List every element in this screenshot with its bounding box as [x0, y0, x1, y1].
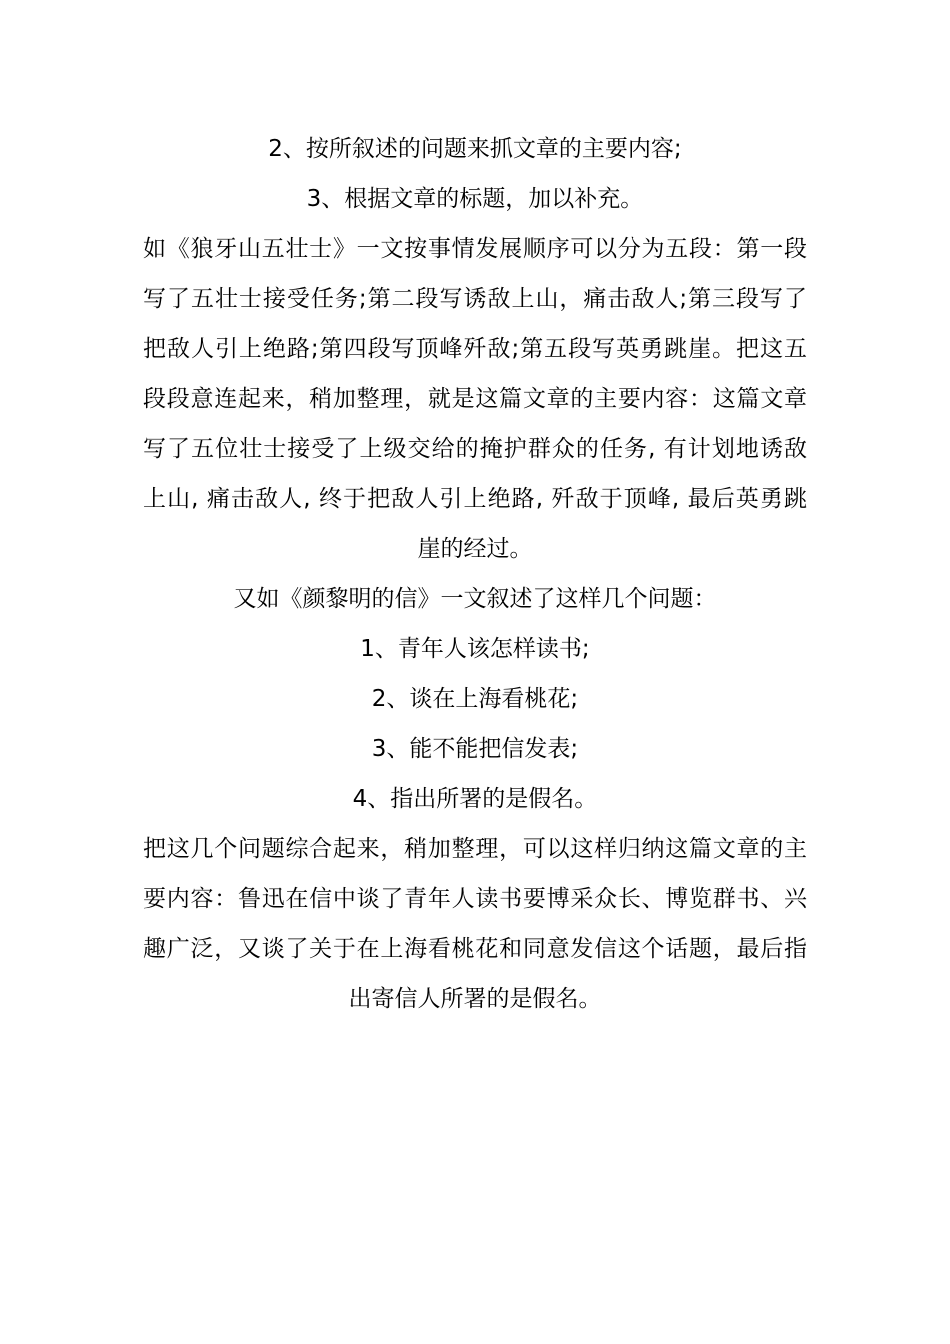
list-item-3: 3、根据文章的标题，加以补充。 [306, 186, 644, 212]
paragraph-line: 趣广泛，又谈了关于在上海看桃花和同意发信这个话题，最后指 [143, 936, 807, 962]
paragraph-line: 崖的经过。 [417, 536, 533, 562]
paragraph-line: 如《狼牙山五壮士》一文按事情发展顺序可以分为五段：第一段 [143, 236, 807, 262]
paragraph-line: 又如《颜黎明的信》一文叙述了这样几个问题： [233, 586, 717, 612]
paragraph-line: 把敌人引上绝路;第四段写顶峰歼敌;第五段写英勇跳崖。把这五 [143, 336, 807, 362]
list-item-1: 1、青年人该怎样读书; [360, 636, 590, 662]
paragraph-line: 段段意连起来，稍加整理，就是这篇文章的主要内容：这篇文章 [143, 386, 807, 412]
paragraph-line: 要内容：鲁迅在信中谈了青年人读书要博采众长、博览群书、兴 [143, 886, 807, 912]
paragraph-line: 把这几个问题综合起来，稍加整理，可以这样归纳这篇文章的主 [143, 836, 807, 862]
paragraph-line: 写了五位壮士接受了上级交给的掩护群众的任务, 有计划地诱敌 [143, 436, 807, 462]
paragraph-line: 写了五壮士接受任务;第二段写诱敌上山，痛击敌人;第三段写了 [143, 286, 807, 312]
list-item-2: 2、谈在上海看桃花; [371, 686, 579, 712]
list-item-4: 4、指出所署的是假名。 [352, 786, 598, 812]
paragraph-line: 出寄信人所署的是假名。 [348, 986, 602, 1012]
document-body [143, 124, 807, 1024]
list-item-2: 2、按所叙述的问题来抓文章的主要内容; [268, 136, 682, 162]
list-item-3: 3、能不能把信发表; [371, 736, 579, 762]
paragraph-line: 上山, 痛击敌人, 终于把敌人引上绝路, 歼敌于顶峰, 最后英勇跳 [143, 486, 807, 512]
